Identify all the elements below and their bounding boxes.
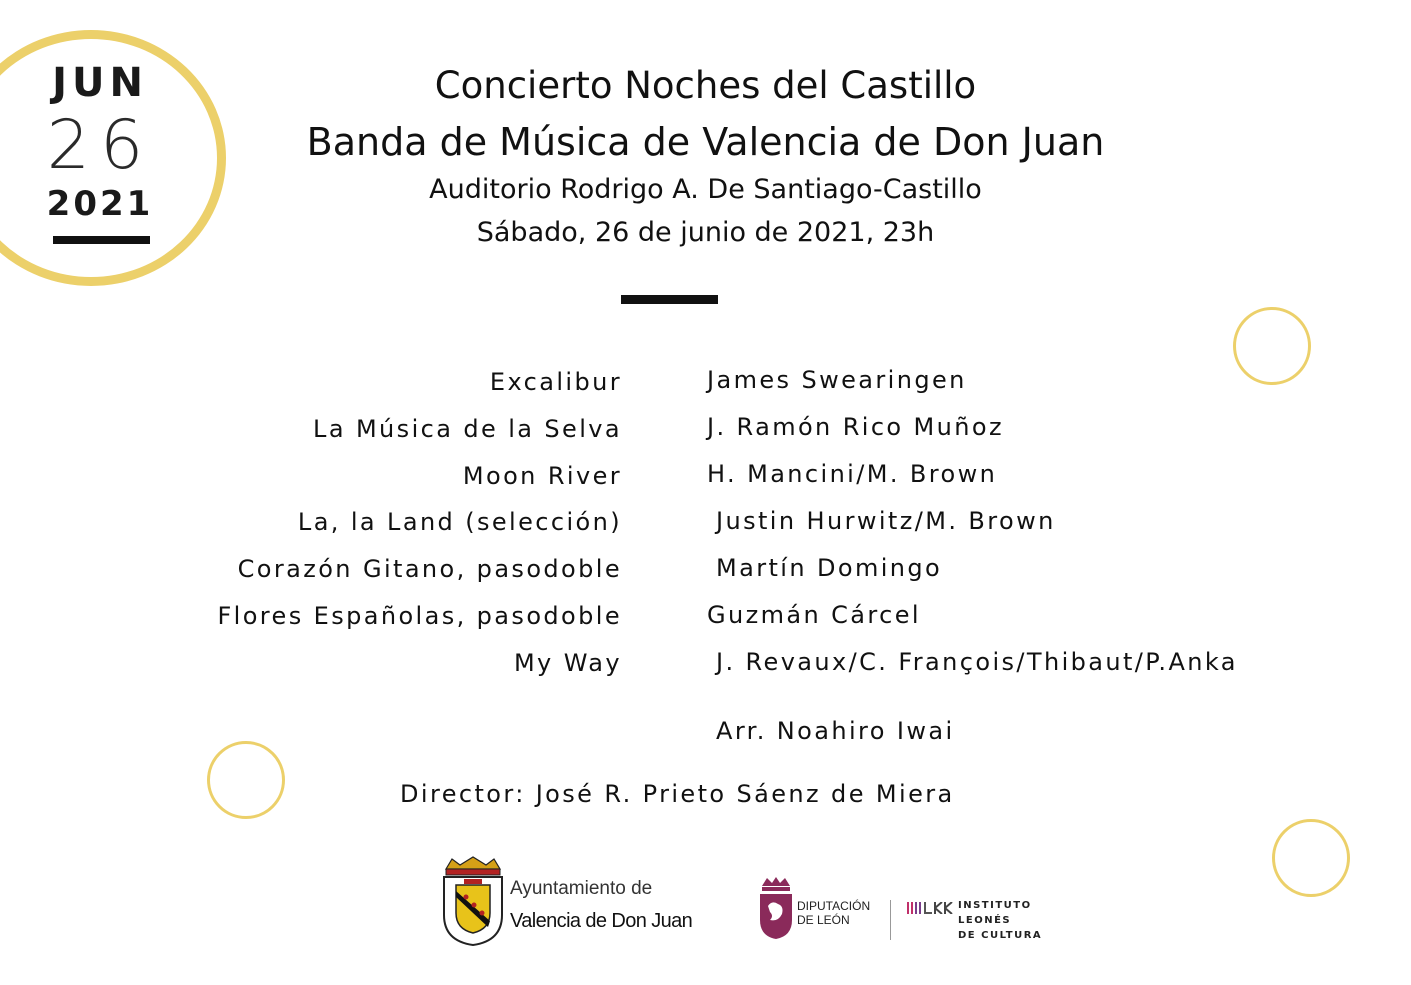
program-composer: J. Ramón Rico Muñoz xyxy=(707,413,1004,441)
date-year: 2021 xyxy=(46,184,154,224)
diputacion-line2: DE LEÓN xyxy=(797,913,850,927)
decorative-circle-right-bottom xyxy=(1272,819,1350,897)
instituto-mark-icon xyxy=(907,902,953,914)
venue: Auditorio Rodrigo A. De Santiago-Castillo xyxy=(429,174,982,205)
director: Director: José R. Prieto Sáenz de Miera xyxy=(400,780,955,808)
program-composer: Guzmán Cárcel xyxy=(707,601,921,629)
date-day: 26 xyxy=(46,106,154,185)
instituto-line3: DE CULTURA xyxy=(958,930,1043,941)
program-piece: Excalibur xyxy=(489,368,622,396)
instituto-line2: LEONÉS xyxy=(958,915,1012,926)
program-composer: Justin Hurwitz/M. Brown xyxy=(716,507,1056,535)
program-piece: Moon River xyxy=(462,462,622,490)
program-piece: Flores Españolas, pasodoble xyxy=(217,602,622,630)
date-month: JUN xyxy=(52,60,148,106)
program-piece: La, la Land (selección) xyxy=(297,508,622,536)
ayuntamiento-line2: Valencia de Don Juan xyxy=(510,910,693,932)
program-piece: My Way xyxy=(513,649,622,677)
diputacion-line1: DIPUTACIÓN xyxy=(797,899,871,913)
diputacion-crest-icon xyxy=(758,876,794,940)
program-composer: James Swearingen xyxy=(707,366,967,394)
concert-datetime: Sábado, 26 de junio de 2021, 23h xyxy=(476,217,935,248)
program-piece: La Música de la Selva xyxy=(313,415,622,443)
arranger: Arr. Noahiro Iwai xyxy=(716,717,955,745)
decorative-circle-right-top xyxy=(1233,307,1311,385)
logo-separator xyxy=(890,900,891,940)
program-composer: H. Mancini/M. Brown xyxy=(707,460,998,488)
band-name: Banda de Música de Valencia de Don Juan xyxy=(306,120,1105,164)
header-divider xyxy=(621,295,718,304)
concert-title: Concierto Noches del Castillo xyxy=(434,64,977,107)
decorative-circle-left xyxy=(207,741,285,819)
program-composer: Martín Domingo xyxy=(716,554,943,582)
ayuntamiento-line1: Ayuntamiento de xyxy=(510,878,653,899)
instituto-line1: INSTITUTO xyxy=(958,900,1032,911)
program-composer: J. Revaux/C. François/Thibaut/P.Anka xyxy=(716,648,1238,676)
coat-of-arms-icon xyxy=(438,855,508,947)
program-piece: Corazón Gitano, pasodoble xyxy=(237,555,622,583)
